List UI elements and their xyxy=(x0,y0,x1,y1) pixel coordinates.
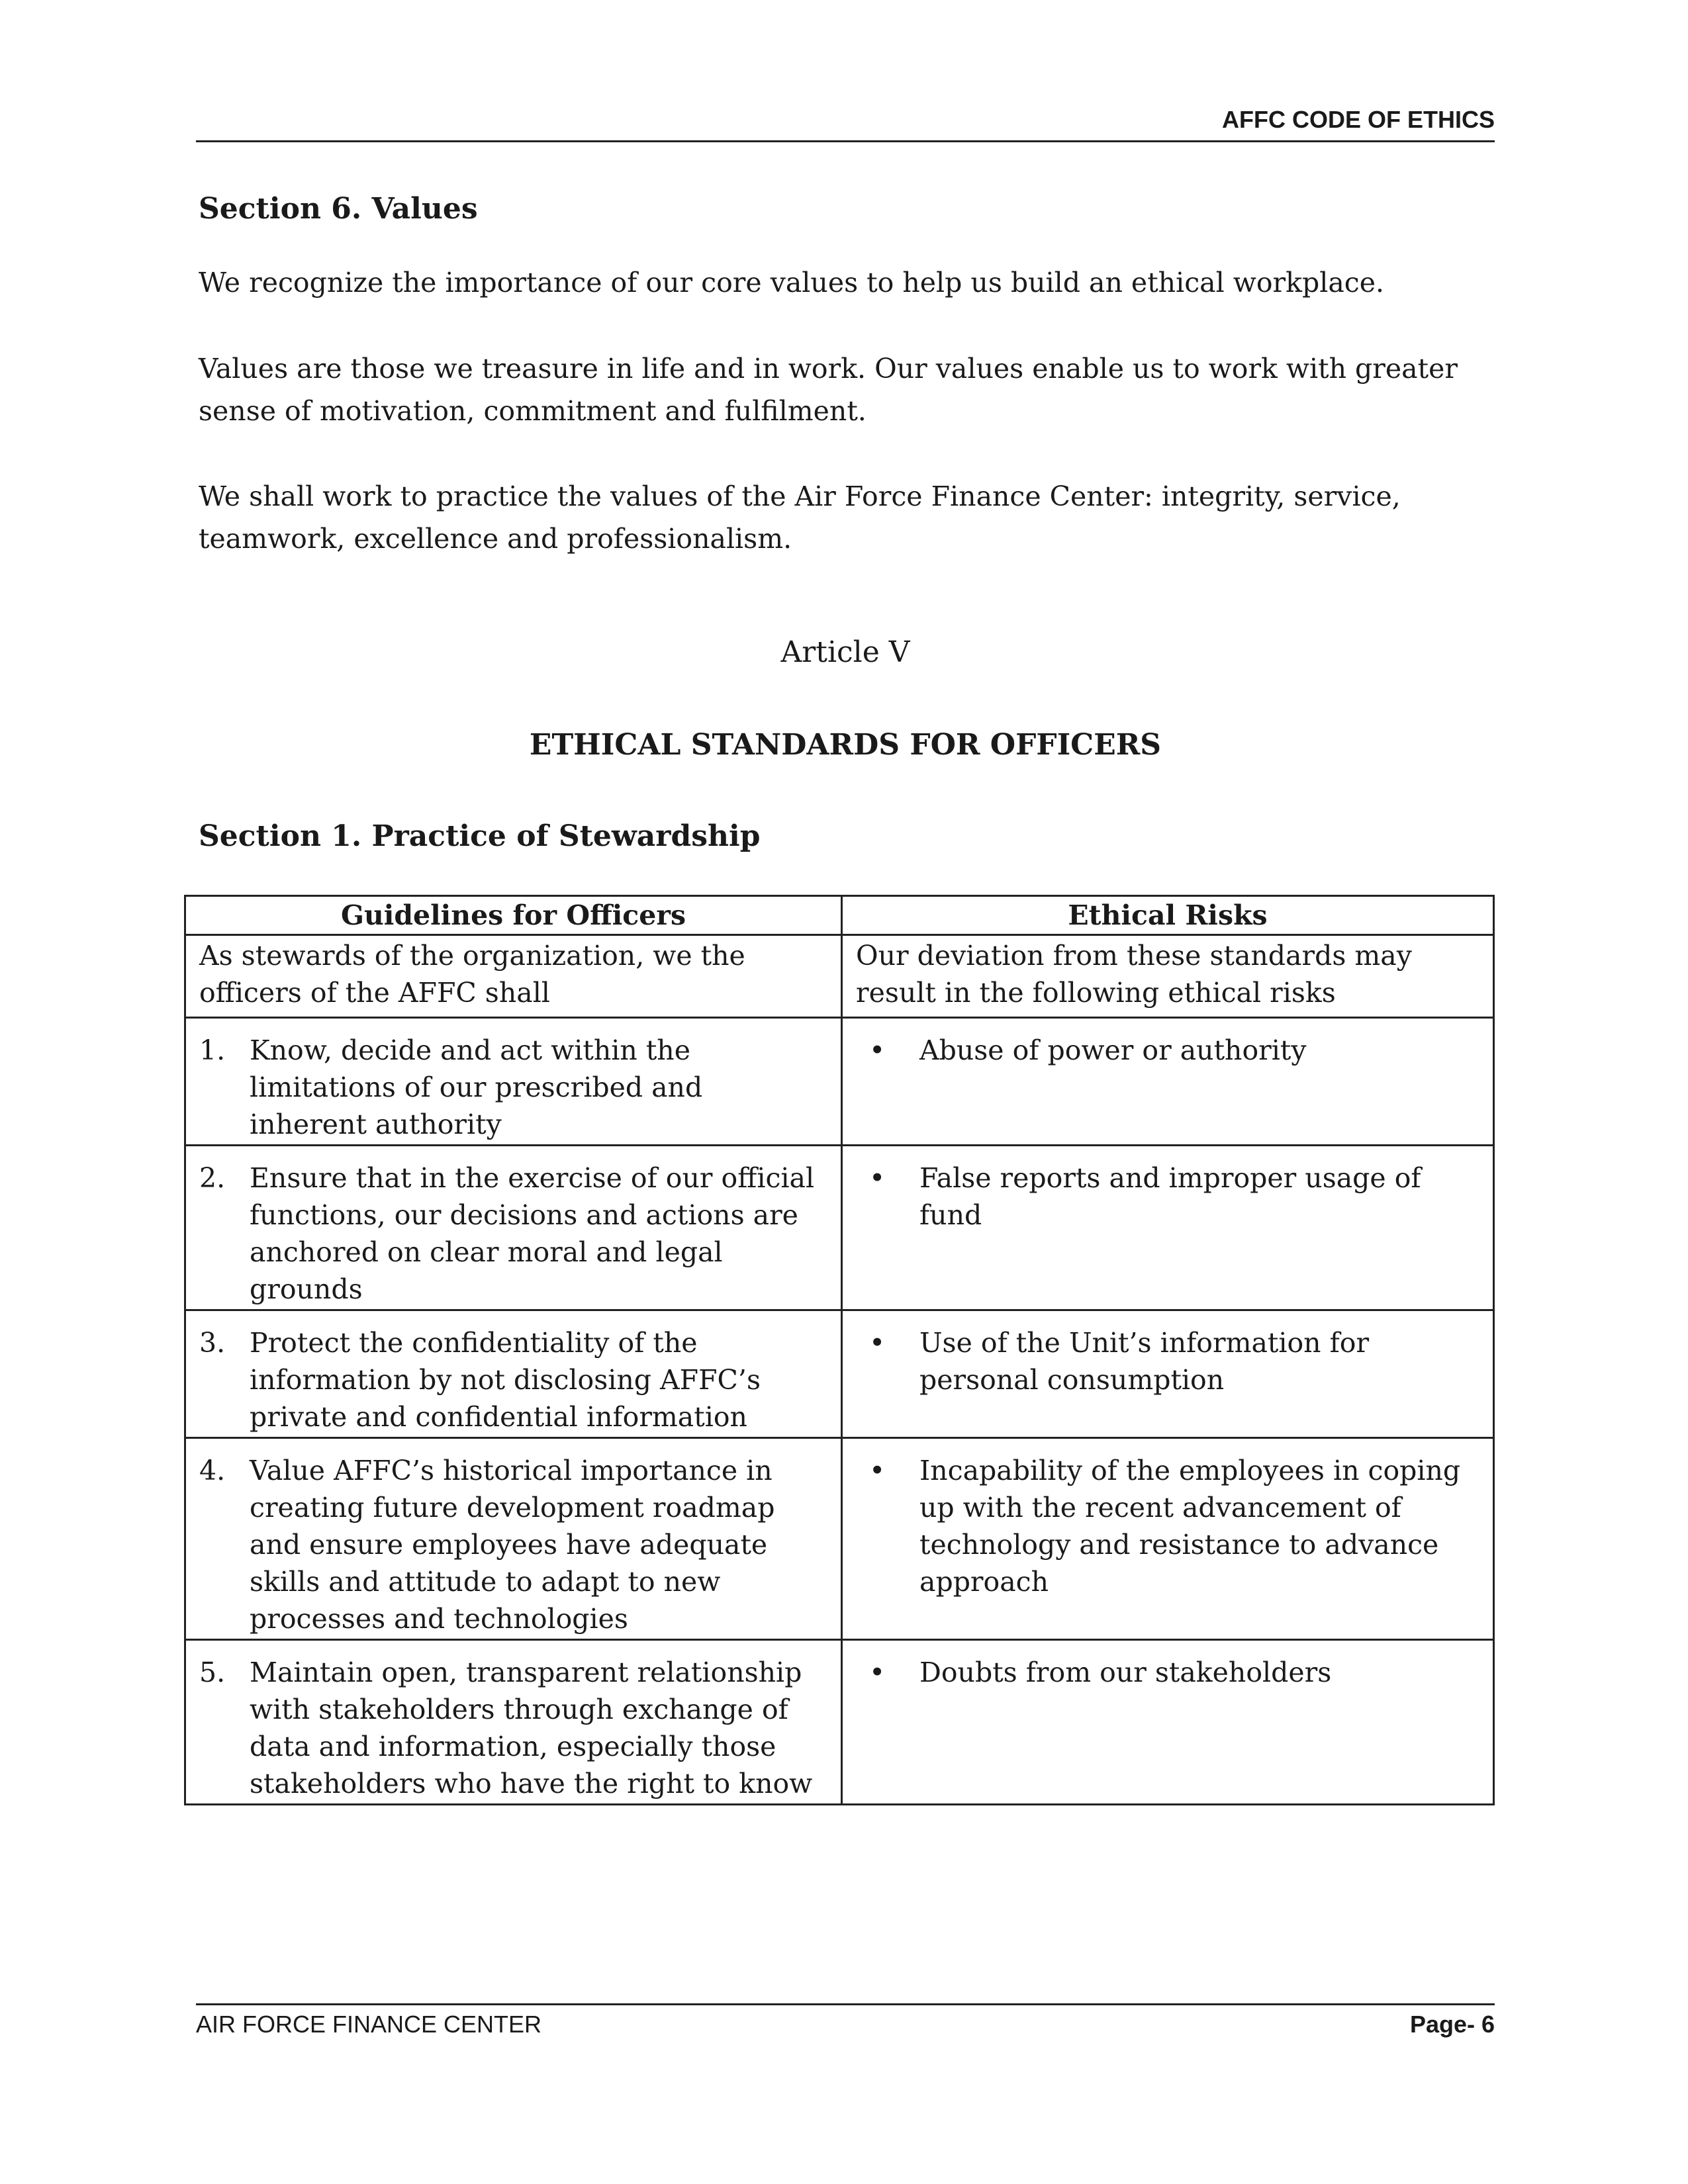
guideline-text: Protect the confidentiality of the information by not disclosing AFFC’s private and confidential information xyxy=(250,1327,761,1433)
item-number: 5. xyxy=(199,1657,226,1688)
risk-cell xyxy=(842,1146,1494,1310)
bullet-icon: • xyxy=(869,1034,886,1066)
guideline-text: Know, decide and act within the limitations of our prescribed and inherent authority xyxy=(250,1034,703,1140)
table-row xyxy=(185,1438,1494,1640)
running-footer xyxy=(196,2003,1495,2038)
values-paragraph-3: We shall work to practice the values of the Air Force Finance Center: integrity, service, teamwork, excellence and professionalism. xyxy=(199,480,1401,555)
risk-cell xyxy=(842,1310,1494,1438)
guideline-text: Ensure that in the exercise of our official functions, our decisions and actions are anchored on clear moral and legal grounds xyxy=(250,1162,815,1305)
column-header-guidelines: Guidelines for Officers xyxy=(185,896,842,935)
guideline-text: Maintain open, transparent relationship with stakeholders through exchange of data and information, especially those stakeholders who have the right to know xyxy=(250,1657,813,1799)
section-6-heading: Section 6. Values xyxy=(199,192,478,226)
bullet-icon: • xyxy=(869,1162,886,1194)
footer-organization: AIR FORCE FINANCE CENTER xyxy=(196,2011,542,2038)
table-header-row xyxy=(185,896,1494,935)
risk-text: Abuse of power or authority xyxy=(919,1034,1307,1066)
risk-text: Use of the Unit’s information for personal consumption xyxy=(919,1327,1370,1396)
table-row xyxy=(185,1146,1494,1310)
item-number: 1. xyxy=(199,1034,226,1066)
risk-cell xyxy=(842,1640,1494,1805)
item-number: 2. xyxy=(199,1162,226,1194)
table-row xyxy=(185,1018,1494,1146)
table-row xyxy=(185,1640,1494,1805)
article-title: ETHICAL STANDARDS FOR OFFICERS xyxy=(529,728,1162,762)
stewardship-table xyxy=(184,895,1495,1805)
intro-guidelines: As stewards of the organization, we the officers of the AFFC shall xyxy=(185,935,842,1018)
risk-text: Doubts from our stakeholders xyxy=(919,1657,1332,1688)
column-header-ethical-risks: Ethical Risks xyxy=(842,896,1494,935)
guideline-cell xyxy=(185,1146,842,1310)
table-intro-row xyxy=(185,935,1494,1018)
risk-text: False reports and improper usage of fund xyxy=(919,1162,1421,1231)
guideline-text: Value AFFC’s historical importance in creating future development roadmap and ensure employees have adequate skills and attitude to adapt to new processes and technologies xyxy=(250,1455,775,1635)
guideline-cell xyxy=(185,1018,842,1146)
values-paragraph-1: We recognize the importance of our core values to help us build an ethical workplace. xyxy=(199,267,1385,298)
guideline-cell xyxy=(185,1438,842,1640)
values-paragraph-2: Values are those we treasure in life and in work. Our values enable us to work with greater sense of motivation, commitment and fulfilment. xyxy=(199,353,1458,427)
bullet-icon: • xyxy=(869,1657,886,1688)
article-label: Article V xyxy=(780,635,910,669)
guideline-cell xyxy=(185,1640,842,1805)
risk-cell xyxy=(842,1438,1494,1640)
risk-cell xyxy=(842,1018,1494,1146)
intro-risks: Our deviation from these standards may result in the following ethical risks xyxy=(842,935,1494,1018)
bullet-icon: • xyxy=(869,1327,886,1359)
running-header: AFFC CODE OF ETHICS xyxy=(196,99,1495,142)
risk-text: Incapability of the employees in coping up with the recent advancement of technology and resistance to advance approach xyxy=(919,1455,1461,1598)
item-number: 4. xyxy=(199,1455,226,1486)
table-row xyxy=(185,1310,1494,1438)
bullet-icon: • xyxy=(869,1455,886,1486)
section-1-heading: Section 1. Practice of Stewardship xyxy=(199,819,761,853)
page-number: Page- 6 xyxy=(1409,2011,1495,2038)
guideline-cell xyxy=(185,1310,842,1438)
item-number: 3. xyxy=(199,1327,226,1359)
